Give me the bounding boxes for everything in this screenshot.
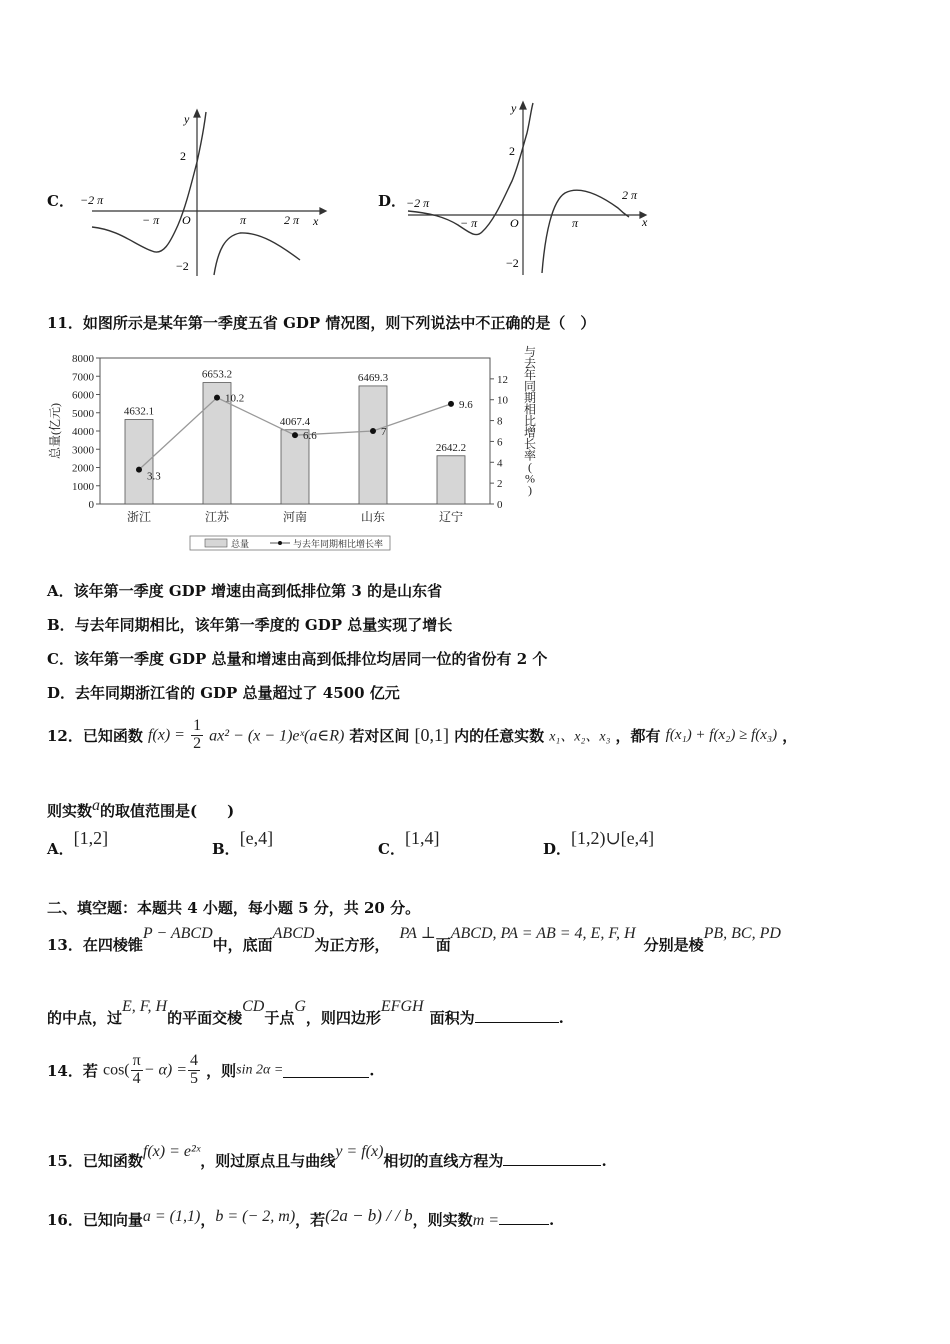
- left-tick-label: 1000: [72, 480, 94, 493]
- option-value: [e,4]: [239, 828, 274, 848]
- q13-m1: P − ABCD: [142, 925, 213, 942]
- q12-option-d: [543, 828, 655, 859]
- q12-text-2: 内的任意实数: [454, 726, 545, 745]
- right-tick-label: 4: [497, 457, 503, 470]
- right-axis-title-char: 相: [523, 402, 537, 417]
- right-axis-title-char: %: [525, 471, 535, 486]
- right-tick-label: 0: [497, 499, 503, 511]
- option-value: [1,4]: [404, 828, 440, 848]
- q12-half: [191, 718, 203, 753]
- bar-山东: [359, 386, 387, 504]
- q14-a: 14．若: [47, 1061, 98, 1080]
- y-label: y: [511, 101, 517, 115]
- q12-interval: [0,1]: [414, 724, 449, 745]
- half-numerator: 1: [193, 717, 202, 734]
- q15-end: .: [601, 1152, 607, 1170]
- growth-point: [448, 401, 454, 407]
- y-arrow: [520, 102, 526, 109]
- q15-m1: f(x) = e²ˣ: [142, 1143, 201, 1160]
- q13-b: 中，底面: [212, 936, 273, 954]
- q12-func-rest: ax² − (x − 1)eˣ(a∈R): [209, 727, 345, 745]
- origin-label: O: [510, 216, 519, 230]
- q12-option-c: [378, 828, 440, 859]
- pi: π: [132, 1052, 141, 1069]
- q12-line1: [47, 718, 797, 753]
- growth-point: [292, 432, 298, 438]
- q12-option-a: [47, 828, 109, 859]
- q13-c: 为正方形，: [314, 936, 390, 954]
- gdp-chart: [45, 345, 537, 553]
- right-axis-title-char: 率: [523, 448, 537, 463]
- q13-a: 13．在四棱锥: [47, 936, 143, 954]
- q14-answer-blank[interactable]: [283, 1063, 369, 1078]
- q13-m4: ABCD, PA = AB = 4, E, F, H: [450, 925, 636, 942]
- bar-label: 6469.3: [357, 371, 389, 384]
- q13-line2: [47, 995, 564, 1027]
- growth-label: 7: [381, 426, 387, 438]
- q11-option-a: A．该年第一季度 GDP 增速由高到低排位第 3 的是山东省: [47, 582, 443, 600]
- denominator: 5: [190, 1069, 199, 1087]
- q14-cos: cos(: [102, 1061, 130, 1079]
- left-tick-label: 0: [88, 499, 94, 511]
- q13-j: 面积为: [429, 1009, 475, 1027]
- tick-pi: π: [240, 213, 247, 227]
- q13-m3: PA ⊥: [399, 925, 436, 942]
- option-value: [1,2]: [73, 828, 109, 848]
- bar-label: 2642.2: [435, 441, 467, 454]
- tick-negpi: − π: [460, 216, 478, 230]
- q16-a: 16．已知向量: [47, 1211, 143, 1229]
- q15-m2: y = f(x): [335, 1143, 384, 1160]
- growth-label: 9.6: [459, 398, 473, 411]
- q13-g: 的平面交棱: [167, 1009, 243, 1027]
- q13-i: ，则四边形: [305, 1009, 381, 1027]
- q11-option-b: B．与去年同期相比，该年第一季度的 GDP 总量实现了增长: [47, 616, 453, 634]
- left-tick-label: 3000: [72, 444, 94, 457]
- category-label: 河南: [282, 510, 308, 524]
- right-axis-title-char: 去: [523, 356, 537, 371]
- q16-m2: b = (− 2, m): [215, 1208, 296, 1225]
- q14-end: .: [369, 1061, 375, 1080]
- q11-stem: 11．如图所示是某年第一季度五省 GDP 情况图，则下列说法中不正确的是（ ）: [47, 314, 596, 332]
- category-label: 江苏: [204, 510, 230, 524]
- growth-label: 6.6: [303, 430, 317, 443]
- option-label: D．: [543, 840, 572, 858]
- q13-line1: [47, 922, 781, 954]
- bar-辽宁: [437, 456, 465, 504]
- growth-point: [370, 428, 376, 434]
- q16-m4: m =: [472, 1212, 500, 1229]
- y-arrow: [194, 110, 200, 117]
- option-label: B．: [212, 840, 240, 858]
- q13-d: 面: [435, 936, 451, 954]
- x-label: x: [642, 215, 648, 229]
- q12-line2-a: 则实数: [47, 802, 93, 820]
- section-2-title: 二、填空题：本题共 4 小题，每小题 5 分，共 20 分。: [47, 899, 421, 917]
- q13-m7: CD: [242, 998, 265, 1015]
- right-tick-label: 2: [497, 478, 503, 491]
- q15-b: ，则过原点且与曲线: [200, 1152, 336, 1170]
- right-axis-title-char: 增: [523, 425, 537, 440]
- q16-answer-blank[interactable]: [499, 1210, 549, 1225]
- x-arrow: [320, 208, 326, 214]
- q12-text-1: 若对区间: [349, 726, 410, 745]
- q12-text-4: ，: [782, 726, 798, 745]
- legend-line-dot: [278, 541, 282, 545]
- right-axis-title-char: 同: [523, 379, 537, 394]
- bar-label: 4632.1: [123, 405, 155, 418]
- tick-pi: π: [572, 216, 579, 230]
- y-label: y: [184, 112, 190, 126]
- right-axis-title-char: 比: [523, 414, 537, 428]
- left-tick-label: 6000: [72, 389, 94, 402]
- q13-m2: ABCD: [272, 925, 315, 942]
- left-tick-label: 4000: [72, 426, 94, 438]
- q14-sin: sin 2α =: [236, 1062, 284, 1078]
- q12-option-b: [212, 828, 274, 859]
- right-tick-label: 10: [497, 394, 508, 407]
- q13-end: .: [558, 1009, 564, 1027]
- q16-b: ，: [200, 1211, 216, 1229]
- q14-b: ，则: [206, 1061, 237, 1080]
- q13-m5: PB, BC, PD: [703, 925, 781, 942]
- tick-two: 2: [509, 144, 515, 158]
- tick-neg-two: −2: [176, 259, 189, 273]
- bar-label: 4067.4: [279, 415, 311, 428]
- graph-option-c: [70, 100, 340, 280]
- q16-m1: a = (1,1): [142, 1208, 201, 1225]
- left-tick-label: 2000: [72, 462, 94, 475]
- tick-2pi: 2 π: [622, 188, 638, 202]
- four: 4: [132, 1069, 141, 1087]
- origin-label: O: [182, 213, 191, 227]
- growth-label: 3.3: [147, 470, 161, 483]
- option-d-label: D．: [378, 192, 407, 210]
- right-tick-label: 12: [497, 373, 508, 386]
- option-c-label: C．: [47, 192, 74, 210]
- half-denominator: 2: [193, 734, 202, 752]
- right-tick-label: 6: [497, 436, 503, 449]
- tick-2pi: 2 π: [284, 213, 300, 227]
- right-axis-title-char: 与: [523, 345, 537, 359]
- numerator: 4: [190, 1052, 199, 1069]
- tick-two: 2: [180, 149, 186, 163]
- q14-pi-over-4: [131, 1053, 143, 1088]
- q13-f: 的中点，过: [47, 1009, 123, 1027]
- q14-line: [47, 1053, 375, 1088]
- growth-label: 10.2: [225, 392, 245, 405]
- q13-h: 于点: [264, 1009, 295, 1027]
- right-axis-title-char: ): [528, 483, 532, 497]
- q12-var-a: a: [92, 797, 101, 814]
- left-tick-label: 7000: [72, 371, 94, 384]
- category-label: 浙江: [126, 510, 152, 524]
- q13-m6: E, F, H: [122, 998, 168, 1015]
- q16-c: ，若: [295, 1211, 326, 1229]
- q12-number: 12．已知函数: [47, 726, 143, 745]
- q15-c: 相切的直线方程为: [383, 1152, 504, 1170]
- q16-line: [47, 1205, 555, 1229]
- category-label: 辽宁: [438, 510, 464, 524]
- curve-left: [92, 112, 206, 252]
- left-tick-label: 8000: [72, 353, 94, 365]
- bar-浙江: [125, 419, 153, 504]
- right-axis-title-char: 年: [523, 368, 537, 382]
- q14-four-fifths: [188, 1053, 200, 1088]
- tick-neg2pi: −2 π: [406, 196, 430, 210]
- q15-line: [47, 1140, 607, 1170]
- legend-line-label: 与去年同期相比增长率: [293, 539, 384, 549]
- tick-neg2pi: −2 π: [80, 193, 104, 207]
- q13-m9: EFGH: [380, 998, 424, 1015]
- q13-m8: G: [294, 998, 306, 1015]
- q12-line2-b: 的取值范围是( ): [100, 802, 235, 820]
- tick-neg-two: −2: [506, 256, 519, 270]
- option-label: A．: [47, 840, 74, 858]
- q11-option-c: C．该年第一季度 GDP 总量和增速由高到低排位均居同一位的省份有 2 个: [47, 650, 548, 668]
- left-axis-title: 总量(亿元): [48, 403, 62, 459]
- q16-d: ，则实数: [412, 1211, 473, 1229]
- tick-negpi: − π: [142, 213, 160, 227]
- right-axis-title-char: (: [528, 460, 532, 474]
- q13-e: 分别是棱: [643, 936, 704, 954]
- x-label: x: [313, 214, 319, 228]
- q15-a: 15．已知函数: [47, 1152, 143, 1170]
- option-value: [1,2)∪[e,4]: [571, 828, 655, 848]
- q13-answer-blank[interactable]: [475, 1008, 559, 1023]
- q15-answer-blank[interactable]: [503, 1151, 601, 1166]
- q14-minus-alpha: − α) =: [143, 1061, 188, 1079]
- q12-vars: x₁、x₂、x₃: [549, 729, 611, 745]
- option-label: C．: [378, 840, 405, 858]
- legend-bar-label: 总量: [231, 539, 250, 549]
- curve-right: [214, 233, 300, 275]
- q12-inequality: f(x₁) + f(x₂) ≥ f(x₃): [665, 726, 778, 743]
- growth-point: [214, 395, 220, 401]
- left-tick-label: 5000: [72, 407, 94, 420]
- graph-option-d: [400, 95, 660, 280]
- q16-m3: (2a − b) / / b: [325, 1206, 413, 1225]
- q12-func: f(x) =: [147, 726, 185, 744]
- q12-line2: [47, 797, 235, 821]
- growth-point: [136, 467, 142, 473]
- q16-end: .: [549, 1211, 555, 1229]
- right-axis-title-char: 期: [523, 391, 537, 405]
- curve-right: [542, 190, 629, 273]
- bar-label: 6653.2: [201, 368, 233, 381]
- q12-text-3: ，都有: [615, 726, 661, 745]
- right-tick-label: 8: [497, 415, 503, 428]
- legend-bar-swatch: [205, 539, 227, 547]
- category-label: 山东: [360, 510, 386, 524]
- right-axis-title-char: 长: [523, 437, 537, 451]
- q11-option-d: D．去年同期浙江省的 GDP 总量超过了 4500 亿元: [47, 684, 400, 702]
